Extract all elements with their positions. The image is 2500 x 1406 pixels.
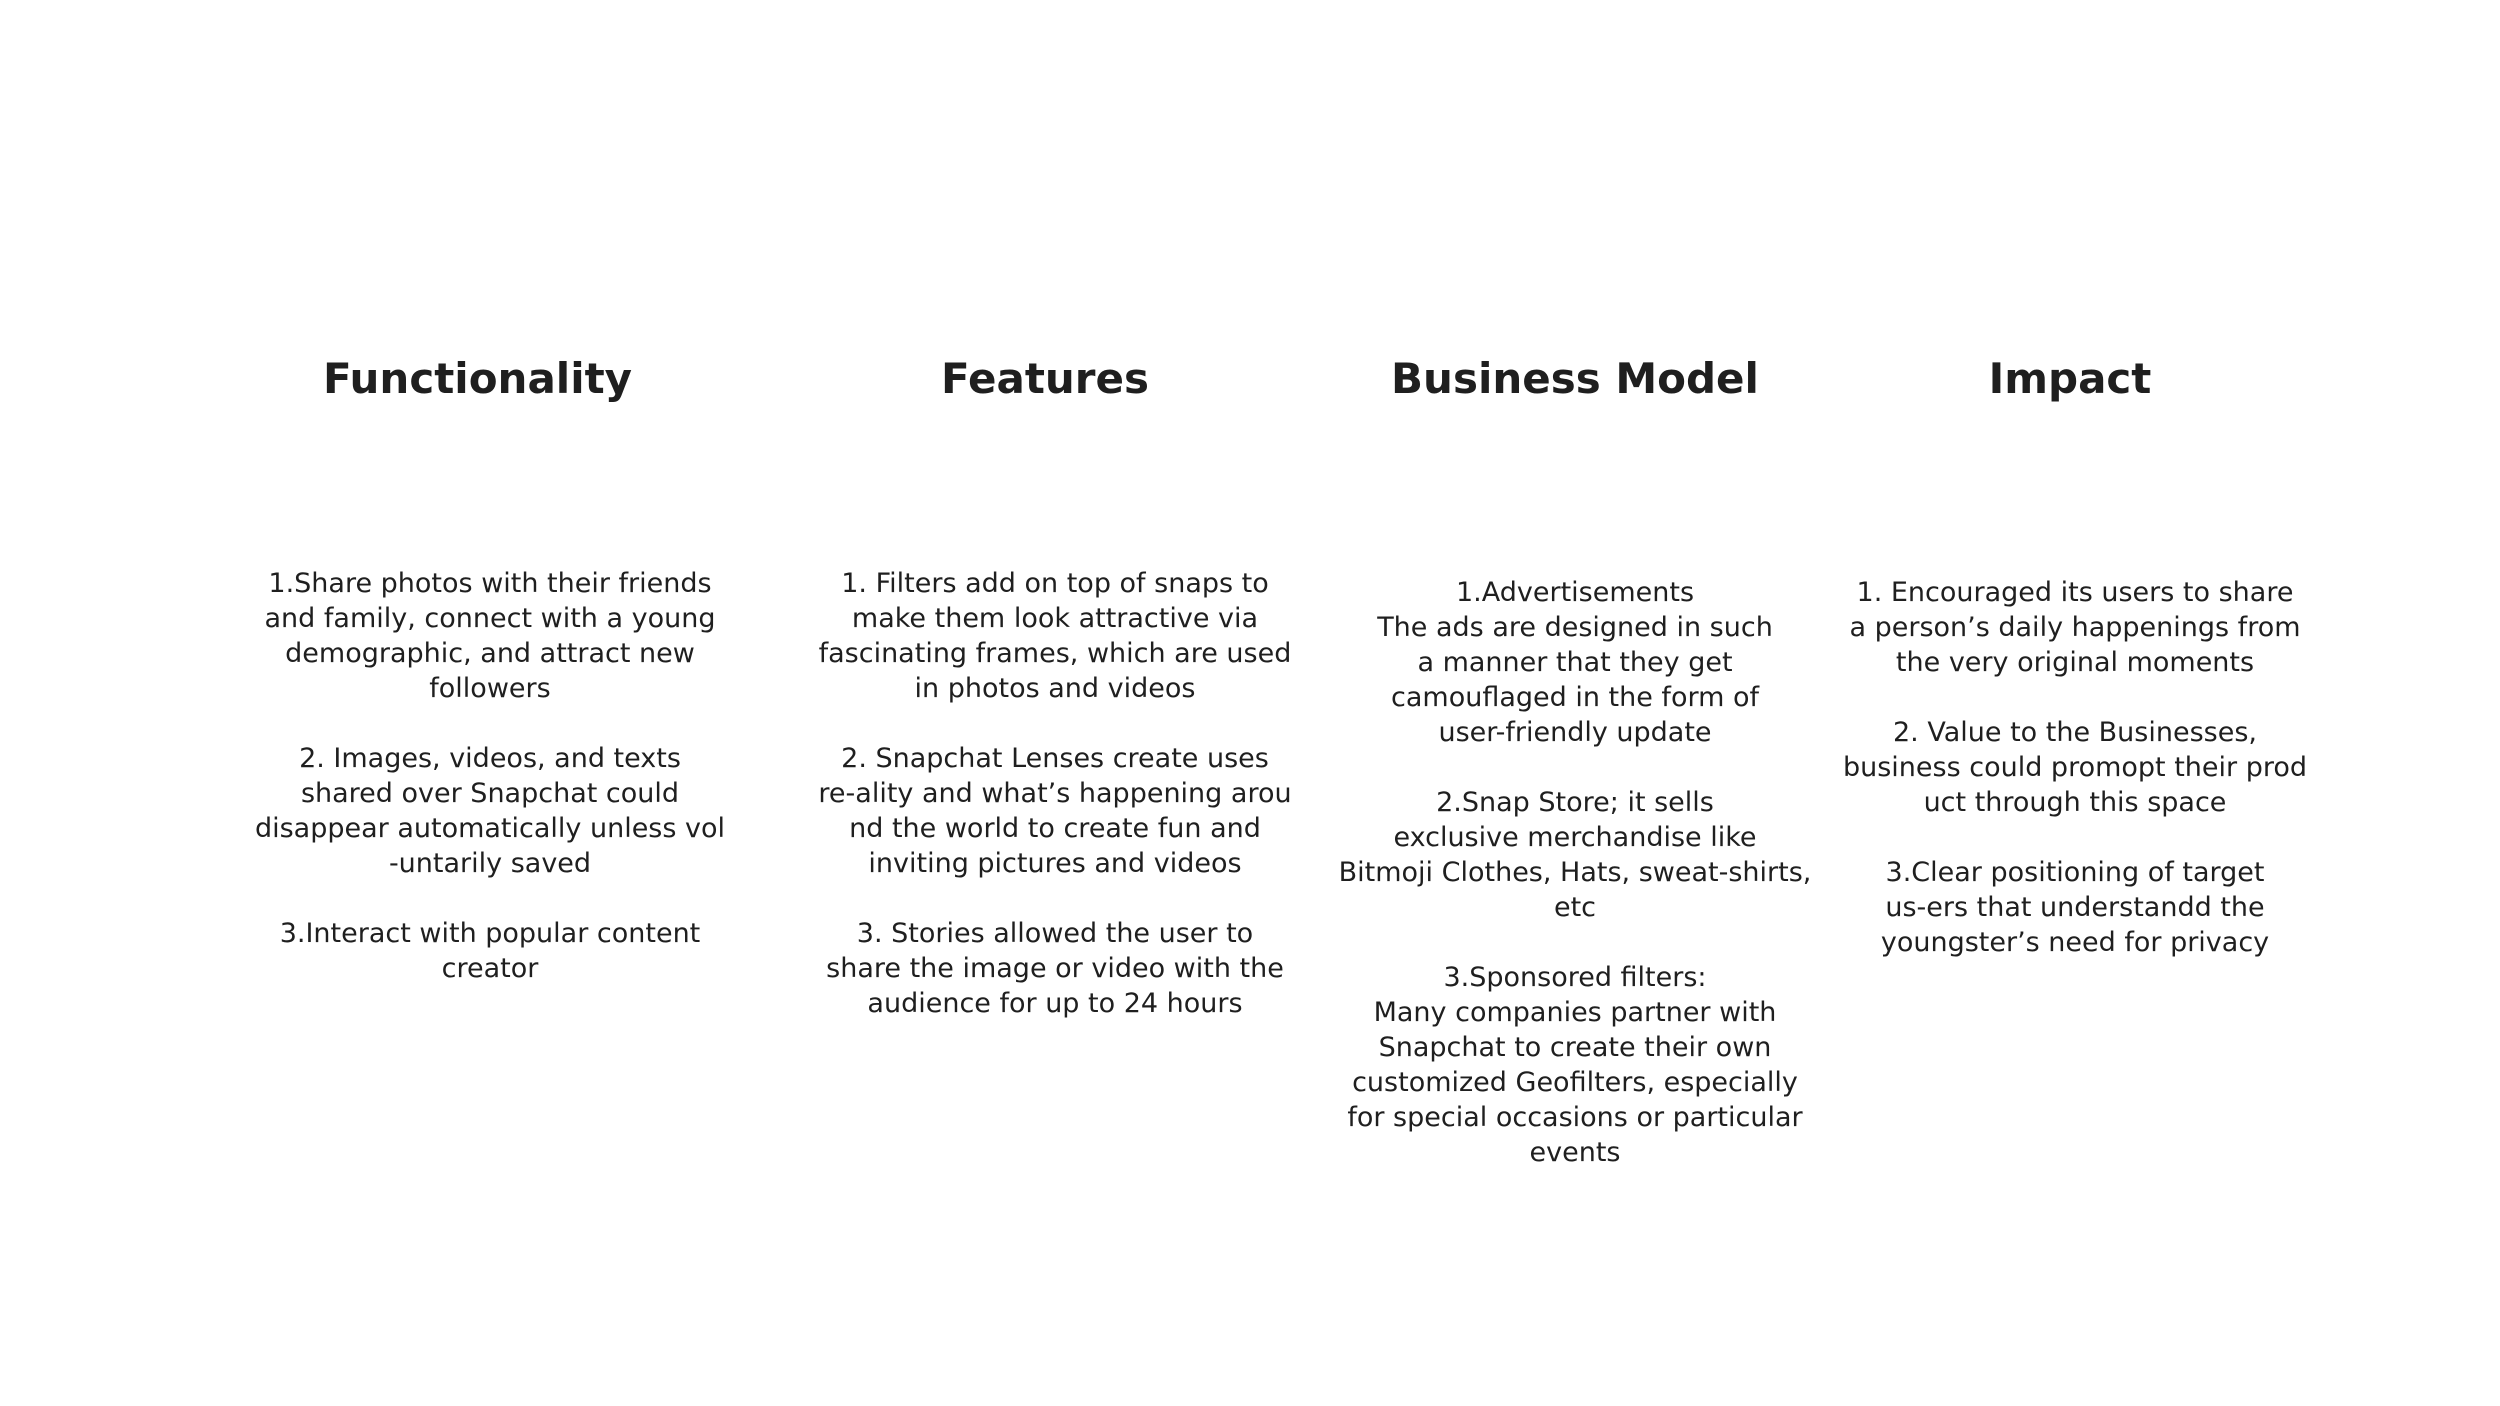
heading-impact: Impact bbox=[1988, 354, 2152, 403]
text-line: a manner that they get bbox=[1417, 647, 1733, 678]
text-line: creator bbox=[441, 953, 539, 984]
text-line: 3.Interact with popular content bbox=[279, 918, 701, 949]
text-line: us-ers that understandd the bbox=[1885, 892, 2265, 923]
text-line: events bbox=[1529, 1137, 1621, 1168]
paragraph bbox=[1320, 785, 1830, 925]
column-features bbox=[800, 0, 1310, 1406]
text-line: 3.Clear positioning of target bbox=[1885, 857, 2265, 888]
paragraph bbox=[1820, 855, 2330, 960]
paragraph bbox=[800, 916, 1310, 1021]
paragraph bbox=[235, 916, 745, 986]
text-line: 2.Snap Store; it sells bbox=[1436, 787, 1714, 818]
text-line: in photos and videos bbox=[914, 673, 1196, 704]
text-line: the very original moments bbox=[1895, 647, 2255, 678]
text-line: -untarily saved bbox=[388, 848, 592, 879]
text-line: make them look attractive via bbox=[851, 603, 1259, 634]
column-functionality bbox=[235, 0, 745, 1406]
text-line: demographic, and attract new bbox=[285, 638, 695, 669]
heading-business-model: Business Model bbox=[1391, 354, 1759, 403]
text-line: inviting pictures and videos bbox=[868, 848, 1242, 879]
text-line: fascinating frames, which are used bbox=[818, 638, 1292, 669]
text-line: for special occasions or particular bbox=[1347, 1102, 1803, 1133]
column-business-model bbox=[1320, 0, 1830, 1406]
paragraph bbox=[800, 741, 1310, 881]
text-line: audience for up to 24 hours bbox=[867, 988, 1243, 1019]
text-line: disappear automatically unless vol bbox=[254, 813, 726, 844]
body-business-model bbox=[1320, 575, 1830, 1170]
paragraph bbox=[800, 566, 1310, 706]
column-impact bbox=[1820, 0, 2330, 1406]
text-line: 2. Value to the Businesses, bbox=[1893, 717, 2257, 748]
text-line: 3. Stories allowed the user to bbox=[856, 918, 1254, 949]
text-line: share the image or video with the bbox=[826, 953, 1284, 984]
body-functionality bbox=[235, 566, 745, 986]
text-line: shared over Snapchat could bbox=[300, 778, 680, 809]
body-features bbox=[800, 566, 1310, 1021]
text-line: The ads are designed in such bbox=[1377, 612, 1773, 643]
paragraph bbox=[1320, 960, 1830, 1170]
paragraph bbox=[1820, 575, 2330, 680]
text-line: 1. Encouraged its users to share bbox=[1856, 577, 2294, 608]
text-line: exclusive merchandise like bbox=[1393, 822, 1757, 853]
text-line: user-friendly update bbox=[1438, 717, 1712, 748]
paragraph bbox=[235, 566, 745, 706]
text-line: business could promopt their prod bbox=[1842, 752, 2308, 783]
paragraph bbox=[1320, 575, 1830, 750]
text-line: 2. Images, videos, and texts bbox=[299, 743, 681, 774]
paragraph bbox=[1820, 715, 2330, 820]
text-line: youngster’s need for privacy bbox=[1880, 927, 2270, 958]
text-line: 1.Advertisements bbox=[1455, 577, 1695, 608]
text-line: followers bbox=[429, 673, 551, 704]
text-line: uct through this space bbox=[1923, 787, 2227, 818]
text-line: 3.Sponsored filters: bbox=[1443, 962, 1707, 993]
heading-functionality: Functionality bbox=[322, 354, 633, 403]
text-line: re-ality and what’s happening arou bbox=[818, 778, 1292, 809]
text-line: Many companies partner with bbox=[1373, 997, 1777, 1028]
text-line: and family, connect with a young bbox=[264, 603, 716, 634]
text-line: camouflaged in the form of bbox=[1391, 682, 1759, 713]
text-line: 1.Share photos with their friends bbox=[268, 568, 712, 599]
text-line: 2. Snapchat Lenses create uses bbox=[841, 743, 1269, 774]
paragraph bbox=[235, 741, 745, 881]
text-line: etc bbox=[1553, 892, 1597, 923]
heading-features: Features bbox=[941, 354, 1149, 403]
text-line: customized Geofilters, especially bbox=[1352, 1067, 1798, 1098]
text-line: 1. Filters add on top of snaps to bbox=[841, 568, 1269, 599]
text-line: nd the world to create fun and bbox=[849, 813, 1261, 844]
text-line: a person’s daily happenings from bbox=[1849, 612, 2301, 643]
text-line: Bitmoji Clothes, Hats, sweat-shirts, bbox=[1338, 857, 1812, 888]
body-impact bbox=[1820, 575, 2330, 960]
text-line: Snapchat to create their own bbox=[1378, 1032, 1772, 1063]
